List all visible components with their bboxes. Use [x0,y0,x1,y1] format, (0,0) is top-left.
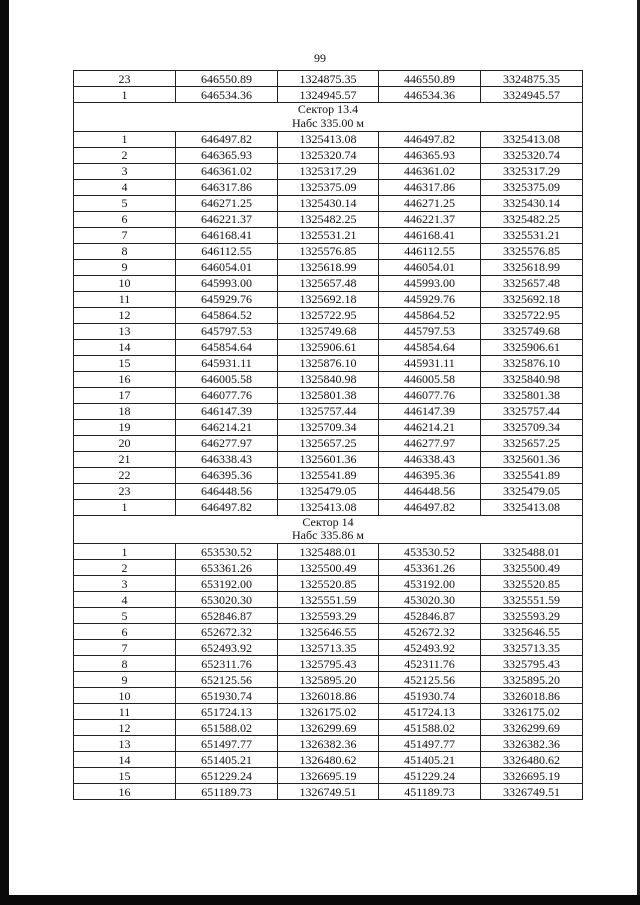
point-number-cell: 9 [74,259,176,275]
coord-x2-cell: 446497.82 [379,499,481,515]
coord-y1-cell: 1325531.21 [278,227,379,243]
coord-y2-cell: 3325713.35 [481,640,583,656]
coord-x2-cell: 446448.56 [379,483,481,499]
table-row [74,736,583,752]
coord-x2-cell: 446147.39 [379,403,481,419]
point-number-cell: 12 [74,720,176,736]
coord-y1-cell: 1325646.55 [278,624,379,640]
coord-y1-cell: 1325657.48 [278,275,379,291]
point-number-cell: 5 [74,195,176,211]
coord-x2-cell: 446214.21 [379,419,481,435]
coord-x2-cell: 451229.24 [379,768,481,784]
coord-y1-cell: 1325757.44 [278,403,379,419]
coord-y1-cell: 1325801.38 [278,387,379,403]
point-number-cell: 14 [74,752,176,768]
coord-x2-cell: 445929.76 [379,291,481,307]
coord-x2-cell: 446277.97 [379,435,481,451]
coord-y2-cell: 3326175.02 [481,704,583,720]
coord-y2-cell: 3324875.35 [481,71,583,87]
coord-y1-cell: 1325320.74 [278,147,379,163]
coord-x1-cell: 646277.97 [176,435,278,451]
coord-x1-cell: 646168.41 [176,227,278,243]
coord-x2-cell: 445993.00 [379,275,481,291]
table-row [74,467,583,483]
table-row [74,451,583,467]
coord-y1-cell: 1325375.09 [278,179,379,195]
coord-x1-cell: 652311.76 [176,656,278,672]
coord-x1-cell: 645931.11 [176,355,278,371]
coord-x1-cell: 646054.01 [176,259,278,275]
coord-x2-cell: 446112.55 [379,243,481,259]
point-number-cell: 15 [74,768,176,784]
point-number-cell: 13 [74,736,176,752]
coord-x1-cell: 653192.00 [176,576,278,592]
coord-y1-cell: 1325657.25 [278,435,379,451]
coord-x1-cell: 652493.92 [176,640,278,656]
coord-y1-cell: 1326695.19 [278,768,379,784]
point-number-cell: 11 [74,291,176,307]
point-number-cell: 17 [74,387,176,403]
point-number-cell: 2 [74,147,176,163]
table-row [74,339,583,355]
table-row [74,227,583,243]
coord-x1-cell: 646395.36 [176,467,278,483]
coord-y1-cell: 1326480.62 [278,752,379,768]
coord-x2-cell: 445797.53 [379,323,481,339]
coord-y1-cell: 1325895.20 [278,672,379,688]
coord-x2-cell: 451724.13 [379,704,481,720]
coord-y2-cell: 3325541.89 [481,467,583,483]
point-number-cell: 4 [74,179,176,195]
coord-y1-cell: 1325551.59 [278,592,379,608]
coord-y1-cell: 1325593.29 [278,608,379,624]
coord-x2-cell: 451497.77 [379,736,481,752]
coord-y1-cell: 1326749.51 [278,784,379,800]
coord-x2-cell: 452672.32 [379,624,481,640]
coord-y2-cell: 3324945.57 [481,87,583,103]
coord-x2-cell: 445931.11 [379,355,481,371]
coord-y1-cell: 1326175.02 [278,704,379,720]
coord-y2-cell: 3325657.25 [481,435,583,451]
coord-x1-cell: 645797.53 [176,323,278,339]
coord-y2-cell: 3325795.43 [481,656,583,672]
coord-y1-cell: 1325601.36 [278,451,379,467]
table-row [74,419,583,435]
table-row [74,720,583,736]
point-number-cell: 8 [74,656,176,672]
coord-y2-cell: 3325520.85 [481,576,583,592]
coord-y1-cell: 1325876.10 [278,355,379,371]
coord-x1-cell: 652125.56 [176,672,278,688]
table-row [74,387,583,403]
coord-x1-cell: 646317.86 [176,179,278,195]
table-row [74,87,583,103]
coord-y2-cell: 3325657.48 [481,275,583,291]
point-number-cell: 5 [74,608,176,624]
coord-x2-cell: 446550.89 [379,71,481,87]
sector-elevation: Набс 335.86 м [291,528,365,543]
point-number-cell: 9 [74,672,176,688]
coord-x1-cell: 646221.37 [176,211,278,227]
coord-y2-cell: 3325906.61 [481,339,583,355]
coord-x1-cell: 646077.76 [176,387,278,403]
table-row [74,576,583,592]
coord-x2-cell: 446361.02 [379,163,481,179]
coord-x2-cell: 446221.37 [379,211,481,227]
coord-x2-cell: 451930.74 [379,688,481,704]
table-row [74,499,583,515]
coord-x1-cell: 652672.32 [176,624,278,640]
coord-y1-cell: 1325479.05 [278,483,379,499]
coord-x1-cell: 651405.21 [176,752,278,768]
coord-y2-cell: 3326299.69 [481,720,583,736]
coord-y1-cell: 1325541.89 [278,467,379,483]
coord-x1-cell: 645864.52 [176,307,278,323]
table-row [74,147,583,163]
coord-y1-cell: 1325722.95 [278,307,379,323]
coord-x2-cell: 445864.52 [379,307,481,323]
coord-y2-cell: 3326382.36 [481,736,583,752]
coord-x1-cell: 653361.26 [176,560,278,576]
coord-y1-cell: 1325795.43 [278,656,379,672]
coord-x1-cell: 646271.25 [176,195,278,211]
coord-x1-cell: 646497.82 [176,131,278,147]
coord-x2-cell: 446317.86 [379,179,481,195]
table-row [74,544,583,560]
coord-y2-cell: 3325709.34 [481,419,583,435]
coord-y1-cell: 1325618.99 [278,259,379,275]
point-number-cell: 23 [74,483,176,499]
point-number-cell: 6 [74,624,176,640]
coord-y2-cell: 3325482.25 [481,211,583,227]
coord-x1-cell: 646338.43 [176,451,278,467]
coord-x1-cell: 653020.30 [176,592,278,608]
scan-edge-left [0,0,9,905]
coord-y2-cell: 3325618.99 [481,259,583,275]
coord-y1-cell: 1325317.29 [278,163,379,179]
coord-y2-cell: 3325317.29 [481,163,583,179]
point-number-cell: 1 [74,87,176,103]
point-number-cell: 11 [74,704,176,720]
table-row [74,323,583,339]
coord-x1-cell: 651229.24 [176,768,278,784]
table-row [74,243,583,259]
table-row [74,704,583,720]
coord-x2-cell: 446497.82 [379,131,481,147]
point-number-cell: 14 [74,339,176,355]
coord-x2-cell: 446168.41 [379,227,481,243]
point-number-cell: 1 [74,544,176,560]
sector-elevation: Набс 335.00 м [291,115,365,130]
coord-y1-cell: 1325430.14 [278,195,379,211]
coord-x1-cell: 646365.93 [176,147,278,163]
coord-x2-cell: 451588.02 [379,720,481,736]
coord-y1-cell: 1325840.98 [278,371,379,387]
table-row [74,211,583,227]
coord-x2-cell: 451189.73 [379,784,481,800]
coord-y1-cell: 1325713.35 [278,640,379,656]
table-row [74,275,583,291]
point-number-cell: 19 [74,419,176,435]
coord-y2-cell: 3325876.10 [481,355,583,371]
coord-x2-cell: 446271.25 [379,195,481,211]
coord-y1-cell: 1325520.85 [278,576,379,592]
coord-y2-cell: 3325479.05 [481,483,583,499]
coord-y1-cell: 1325576.85 [278,243,379,259]
point-number-cell: 16 [74,371,176,387]
point-number-cell: 15 [74,355,176,371]
coord-x1-cell: 646147.39 [176,403,278,419]
coord-y2-cell: 3325692.18 [481,291,583,307]
coord-x2-cell: 445854.64 [379,339,481,355]
coord-x1-cell: 651930.74 [176,688,278,704]
table-row [74,435,583,451]
coord-y1-cell: 1326018.86 [278,688,379,704]
table-row [74,71,583,87]
table-row [74,768,583,784]
coord-y1-cell: 1325482.25 [278,211,379,227]
sector-header [74,515,583,544]
coord-x1-cell: 645929.76 [176,291,278,307]
table-row [74,688,583,704]
coord-x2-cell: 453530.52 [379,544,481,560]
coord-x2-cell: 452846.87 [379,608,481,624]
table-row [74,131,583,147]
table-row [74,259,583,275]
coord-x1-cell: 646005.58 [176,371,278,387]
coordinates-table [73,70,583,800]
point-number-cell: 3 [74,576,176,592]
table-row [74,656,583,672]
coord-x2-cell: 446534.36 [379,87,481,103]
coord-y1-cell: 1325749.68 [278,323,379,339]
coord-y1-cell: 1324875.35 [278,71,379,87]
sector-title: Сектор 13.4 [297,102,359,116]
coord-y2-cell: 3325601.36 [481,451,583,467]
coord-y2-cell: 3326480.62 [481,752,583,768]
point-number-cell: 7 [74,227,176,243]
point-number-cell: 10 [74,688,176,704]
coord-y2-cell: 3325895.20 [481,672,583,688]
coord-y2-cell: 3325749.68 [481,323,583,339]
coord-x1-cell: 651588.02 [176,720,278,736]
coord-y2-cell: 3325801.38 [481,387,583,403]
table-row [74,608,583,624]
coord-x2-cell: 446054.01 [379,259,481,275]
table-row [74,355,583,371]
coord-x1-cell: 646214.21 [176,419,278,435]
point-number-cell: 18 [74,403,176,419]
coord-x1-cell: 645854.64 [176,339,278,355]
coord-y2-cell: 3325551.59 [481,592,583,608]
coord-y2-cell: 3325488.01 [481,544,583,560]
point-number-cell: 1 [74,499,176,515]
coord-y1-cell: 1325488.01 [278,544,379,560]
point-number-cell: 2 [74,560,176,576]
coord-x1-cell: 646534.36 [176,87,278,103]
table-row [74,291,583,307]
coordinates-table-body [74,71,583,800]
coord-x1-cell: 646361.02 [176,163,278,179]
page-number: 99 [314,51,326,65]
coord-y2-cell: 3325757.44 [481,403,583,419]
table-row [74,560,583,576]
coord-y1-cell: 1325413.08 [278,499,379,515]
table-row [74,640,583,656]
coord-y1-cell: 1326299.69 [278,720,379,736]
coord-y2-cell: 3325413.08 [481,499,583,515]
coord-y2-cell: 3325531.21 [481,227,583,243]
sector-header-row [74,515,583,544]
coord-y2-cell: 3325593.29 [481,608,583,624]
coord-y1-cell: 1325413.08 [278,131,379,147]
coord-x2-cell: 452311.76 [379,656,481,672]
point-number-cell: 12 [74,307,176,323]
table-row [74,752,583,768]
point-number-cell: 23 [74,71,176,87]
coord-x2-cell: 451405.21 [379,752,481,768]
coord-y1-cell: 1325500.49 [278,560,379,576]
point-number-cell: 10 [74,275,176,291]
coord-y2-cell: 3326749.51 [481,784,583,800]
table-row [74,371,583,387]
point-number-cell: 21 [74,451,176,467]
coord-y1-cell: 1325692.18 [278,291,379,307]
table-row [74,672,583,688]
coord-y2-cell: 3325375.09 [481,179,583,195]
point-number-cell: 4 [74,592,176,608]
coord-x1-cell: 646112.55 [176,243,278,259]
table-row [74,403,583,419]
point-number-cell: 8 [74,243,176,259]
coord-y2-cell: 3325500.49 [481,560,583,576]
table-row [74,179,583,195]
coord-x1-cell: 646448.56 [176,483,278,499]
coord-x2-cell: 446365.93 [379,147,481,163]
coord-x2-cell: 453361.26 [379,560,481,576]
table-row [74,195,583,211]
point-number-cell: 6 [74,211,176,227]
coord-y2-cell: 3325722.95 [481,307,583,323]
coord-x1-cell: 645993.00 [176,275,278,291]
coord-x2-cell: 453192.00 [379,576,481,592]
coord-y1-cell: 1325709.34 [278,419,379,435]
point-number-cell: 20 [74,435,176,451]
sector-header-row [74,103,583,132]
coord-x2-cell: 446395.36 [379,467,481,483]
coord-y2-cell: 3325413.08 [481,131,583,147]
coord-x1-cell: 652846.87 [176,608,278,624]
coord-x1-cell: 646550.89 [176,71,278,87]
coord-x1-cell: 646497.82 [176,499,278,515]
point-number-cell: 3 [74,163,176,179]
scan-edge-bottom [0,895,640,905]
coord-y2-cell: 3325576.85 [481,243,583,259]
table-row [74,784,583,800]
coord-x2-cell: 446077.76 [379,387,481,403]
point-number-cell: 22 [74,467,176,483]
coord-x1-cell: 651497.77 [176,736,278,752]
coord-x2-cell: 446338.43 [379,451,481,467]
table-row [74,483,583,499]
table-row [74,592,583,608]
coord-x2-cell: 452125.56 [379,672,481,688]
coord-x2-cell: 452493.92 [379,640,481,656]
point-number-cell: 13 [74,323,176,339]
point-number-cell: 1 [74,131,176,147]
coord-y1-cell: 1326382.36 [278,736,379,752]
coord-y2-cell: 3326018.86 [481,688,583,704]
table-row [74,624,583,640]
coord-x1-cell: 651189.73 [176,784,278,800]
point-number-cell: 7 [74,640,176,656]
coord-x2-cell: 446005.58 [379,371,481,387]
table-row [74,163,583,179]
coord-y2-cell: 3325646.55 [481,624,583,640]
coord-y2-cell: 3326695.19 [481,768,583,784]
table-row [74,307,583,323]
sector-title: Сектор 14 [302,514,354,529]
coord-y2-cell: 3325320.74 [481,147,583,163]
point-number-cell: 16 [74,784,176,800]
coord-y1-cell: 1325906.61 [278,339,379,355]
coord-x1-cell: 653530.52 [176,544,278,560]
coord-y2-cell: 3325840.98 [481,371,583,387]
sector-header [74,103,583,132]
coord-x2-cell: 453020.30 [379,592,481,608]
coord-x1-cell: 651724.13 [176,704,278,720]
coord-y2-cell: 3325430.14 [481,195,583,211]
coord-y1-cell: 1324945.57 [278,87,379,103]
